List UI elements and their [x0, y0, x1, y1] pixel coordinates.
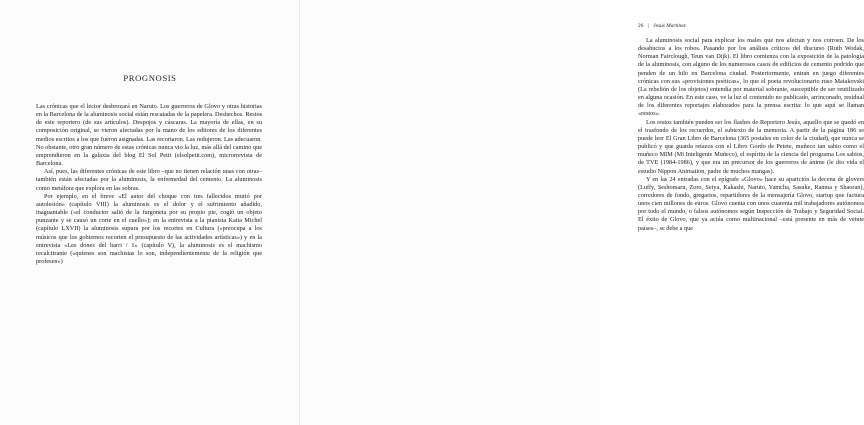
body-paragraph: Así, pues, las diferentes crónicas de este libro –que no tienen relación unas con otras– también están afectadas por la aluminosis, la enfermedad del cemento. La aluminosis como metáfora que explora en las sobras.	[36, 168, 262, 192]
running-header	[638, 23, 686, 29]
running-header-author: Jesús Martínez	[653, 23, 686, 29]
page-number: 26	[638, 23, 644, 29]
chapter-title: PROGNOSIS	[123, 73, 177, 83]
body-paragraph: Los restos también pueden ser los flashes de Reportero Jesús, aquello que se quedó en el trasfondo de los recuerdos, el subtexto de la memoria. A partir de la página 186 se puede leer El Gran Libro de Barcelona (365 postales en color de la ciudad), que nunca se publicó y que guarda retazos con el Libro Gordo de Petete, muñeco tan sabio como el muñeco MIM (Mi Inteligente Muñeco), el espíritu de la ciencia del programa Los sabios, de TVE (1984-1986), y que era un precursor de los guerreros de ánime (le dio vida el estudio Nippon Animation, padre de muchos mangas).	[638, 118, 864, 175]
body-paragraph: Las crónicas que el lector desbrozará en Naruto. Los guerreros de Glovo y otras historias en la Barcelona de la aluminosis social están rescatadas de la papelera. Deshechos. Restos de este reportero (de sus artículos). Despojos y cáscaras. La mayoría de ellas, en su composición original, se vieron afectadas por la mano de los editores de los diferentes medios escritos a los que fueron asignadas. Las recortaron. Las redujeron. Las adecuaron. No obstante, otro gran número de estas crónicas nunca vio la luz, más allá del camino que emprendieron en la galaxia del blog El Sol Petit (elsolpetit.com), microrrevista de Barcelona.	[36, 103, 262, 168]
header-separator: |	[647, 23, 649, 29]
body-paragraph: Y en las 24 entradas con el epígrafe «Glovo» hace su aparición la decena de glovers (Luffy, Seshomaru, Zoro, Seiya, Kakashi, Naruto, Yamcha, Sasuke, Ranma y Shaoran), corredores de fondo, gregarios, repartidores de la mensajería Glovo, startup que factura unos cien millones de euros. Glovo cuenta con unos cuarenta mil trabajadores autónomos por todo el mundo, o falsos autónomos según Inspección de Trabajo y Seguridad Social. El éxito de Glovo, que ya actúa como multinacional –está presente en más de veinte países–, se debe a que	[638, 175, 864, 232]
right-page-body	[638, 37, 864, 233]
body-paragraph: La aluminosis social para explicar los males que nos afectan y nos corroen. De los desahucios a los robos. Pasando por los análisis críticos del discurso (Ruth Wodak, Norman Fairclough, Teun van Dijk). El libro comienza con la exposición de la patología de la aluminosis, con alguno de los numerosos casos de edificios de cemento podrido que penden de un hilo en Barcelona ciudad. Posteriormente, entran en juego diferentes crónicas con sus «provisiones poéticas», lo que el poeta revolucionario ruso Maiakovski (La rebelión de los objetos) entendía por material sobrante, susceptible de ser reutilizado en alguna ocasión. En este caso, ve la luz el contenido no publicado, arrinconado, residual de los diferentes reportajes elaborados para la prensa escrita: lo que aquí se llaman «restos».	[638, 37, 864, 118]
left-page-body	[36, 103, 262, 266]
body-paragraph: Por ejemplo, en el breve «El autor del choque con tres fallecidos murió por autolesión» (capítulo VIII) la aluminosis es el dolor y el sufrimiento añadido, inaguantable («el conductor salió de la furgoneta por su propio pie, cogió un objeto punzante y se causó un corte en el cuello»); en la entrevista a la pianista Katia Michel (capítulo LXVII) la aluminosis supura por los recortes en Cultura («preocupa a los músicos que los gobiernos recorten el presupuesto de las actividades artísticas») y en la entrevista «Les dones del barri / 1» (capítulo V), la aluminosis es el machismo recalcitrante («quienes son machistas lo son, independientemente de la religión que profesen»)	[36, 192, 262, 265]
right-page	[300, 0, 864, 425]
left-page	[0, 0, 300, 425]
